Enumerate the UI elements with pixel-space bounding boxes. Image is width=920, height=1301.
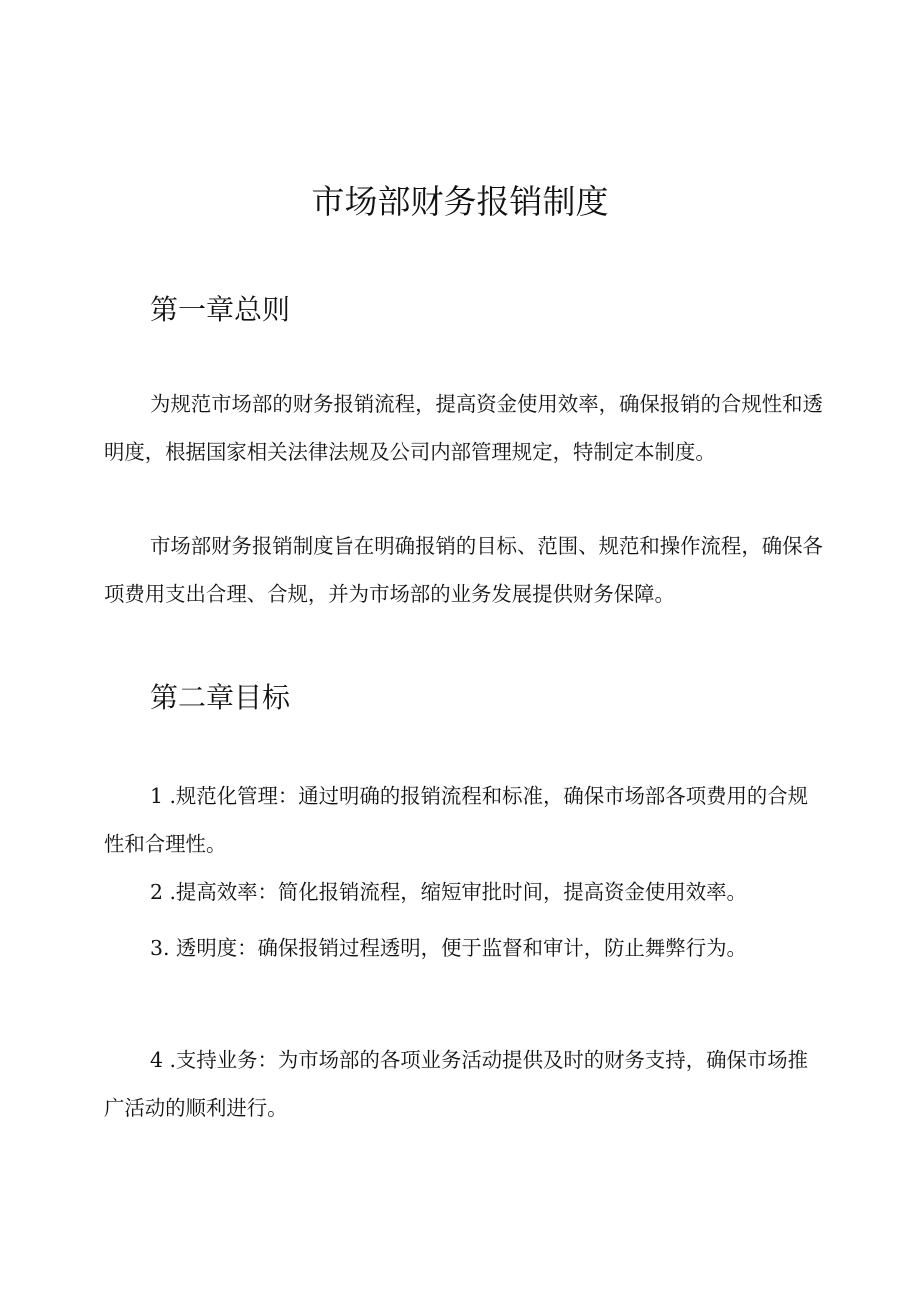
chapter-2-heading: 第二章目标: [150, 681, 291, 714]
goal-item-1: 1 .规范化管理：通过明确的报销流程和标准，确保市场部各项费用的合规性和合理性。: [104, 784, 809, 856]
goal-item-4: 4 .支持业务：为市场部的各项业务活动提供及时的财务支持，确保市场推广活动的顺利进行。: [104, 1048, 809, 1120]
goal-item-3: 3. 透明度：确保报销过程透明，便于监督和审计，防止舞弊行为。: [150, 936, 747, 960]
goal-item-2: 2 .提高效率：简化报销流程，缩短审批时间，提高资金使用效率。: [150, 880, 747, 904]
document-title: 市场部财务报销制度: [311, 182, 609, 221]
chapter-1-heading: 第一章总则: [150, 293, 291, 326]
chapter-1-paragraph-1: 为规范市场部的财务报销流程，提高资金使用效率，确保报销的合规性和透明度，根据国家相关法律法规及公司内部管理规定，特制定本制度。: [104, 392, 823, 464]
chapter-1-paragraph-2: 市场部财务报销制度旨在明确报销的目标、范围、规范和操作流程，确保各项费用支出合理、合规，并为市场部的业务发展提供财务保障。: [104, 534, 823, 606]
